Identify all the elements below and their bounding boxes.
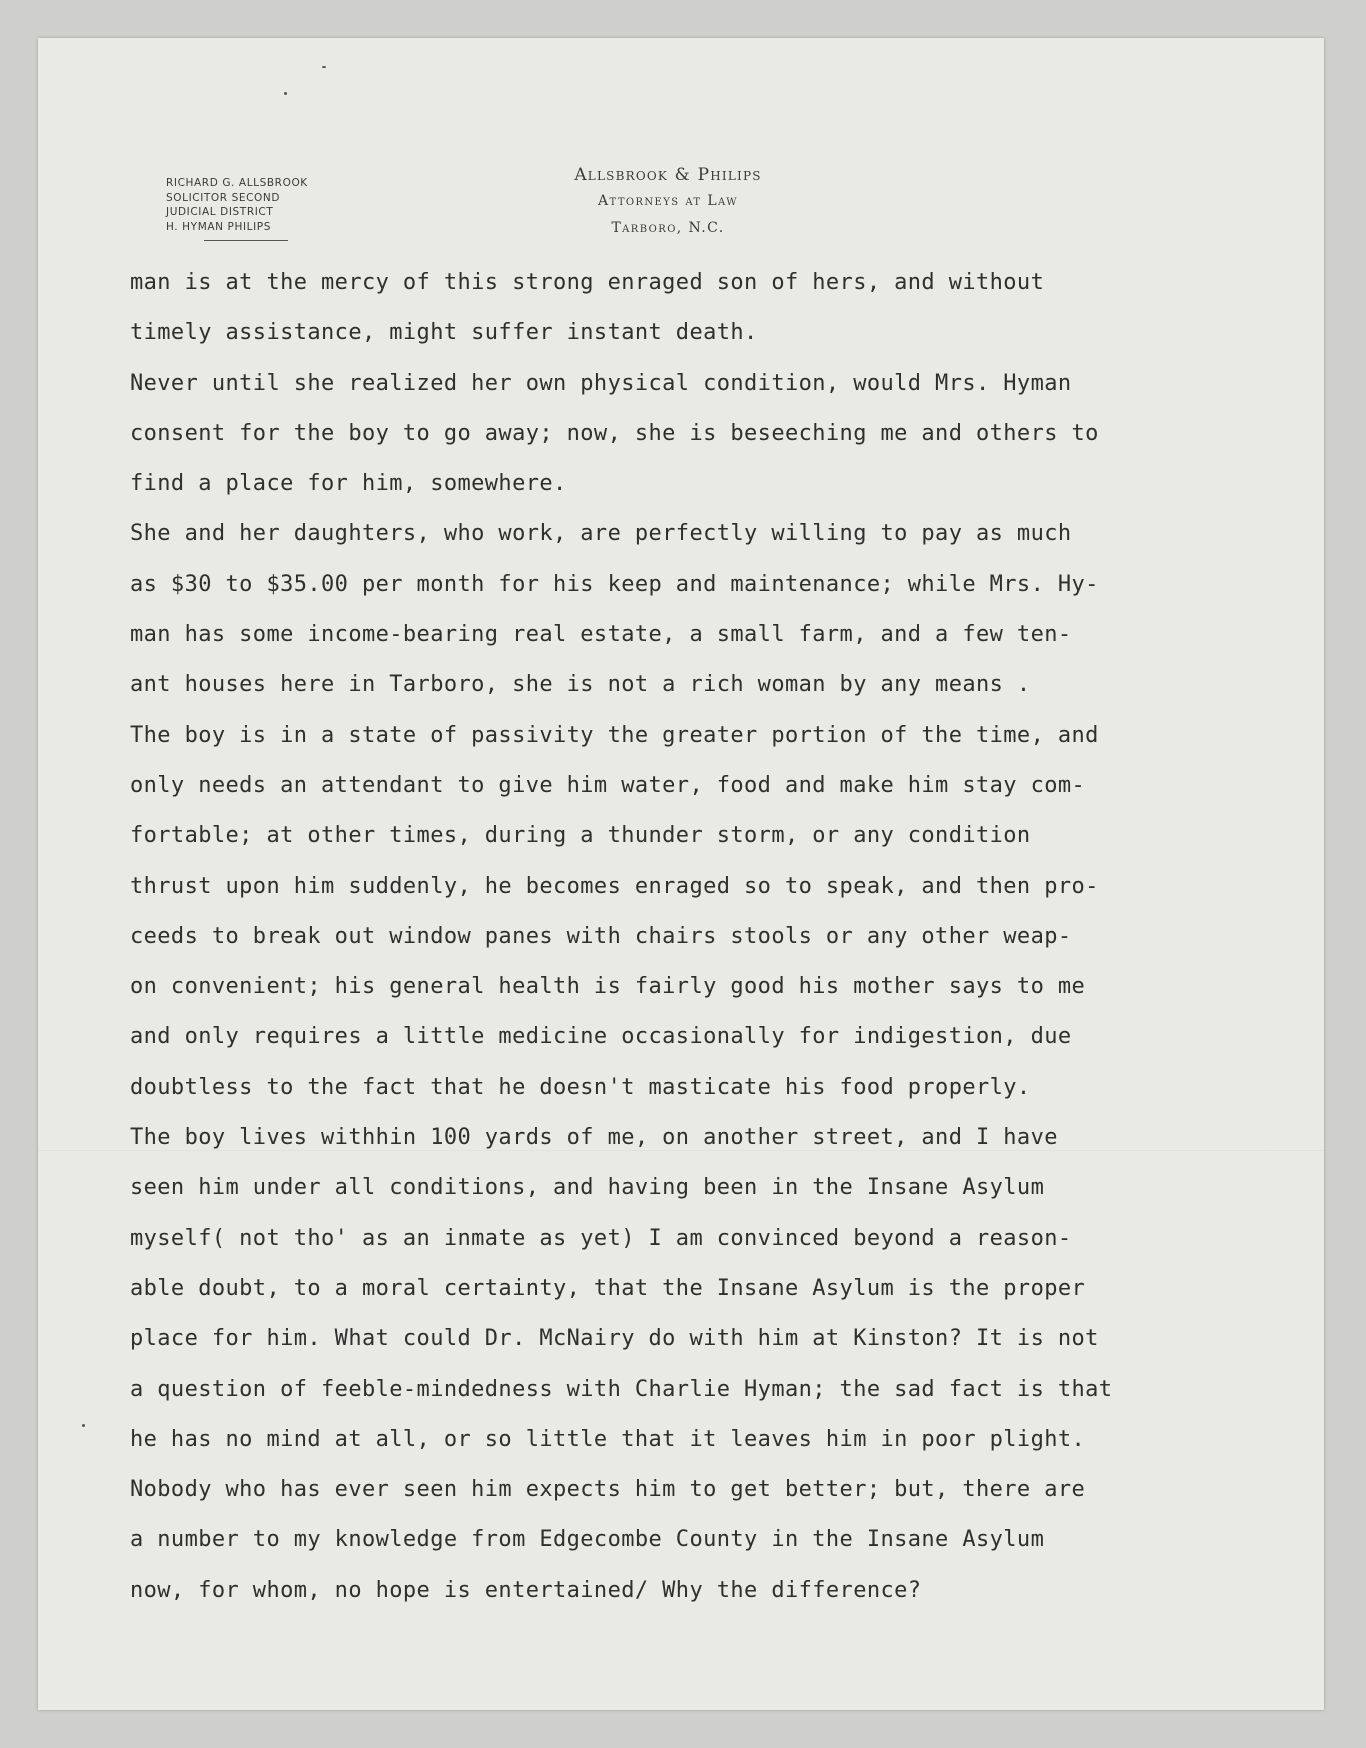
letterhead-firm — [468, 162, 868, 242]
partner-title: SOLICITOR SECOND — [166, 191, 281, 204]
body-line: ant houses here in Tarboro, she is not a rich woman by any means . — [130, 672, 1031, 698]
firm-location: Tarboro, N.C. — [611, 220, 725, 236]
firm-name: Allsbrook & Philips — [574, 165, 762, 185]
body-line: man is at the mercy of this strong enraged son of hers, and without — [130, 270, 1045, 295]
body-line: as $30 to $35.00 per month for his keep and maintenance; while Mrs. Hy- — [130, 571, 1099, 597]
body-line: only needs an attendant to give him water, food and make him stay com- — [130, 772, 1086, 798]
body-line: She and her daughters, who work, are perfectly willing to pay as much — [130, 521, 1072, 547]
body-line: timely assistance, might suffer instant death. — [130, 320, 758, 346]
body-line: thrust upon him suddenly, he becomes enraged so to speak, and then pro- — [130, 873, 1099, 899]
ink-speck — [322, 66, 326, 68]
letterhead-rule — [204, 240, 288, 241]
body-line: fortable; at other times, during a thunder storm, or any condition — [130, 823, 1031, 849]
body-line: now, for whom, no hope is entertained/ Why the difference? — [130, 1577, 922, 1603]
body-line: on convenient; his general health is fairly good his mother says to me — [130, 974, 1086, 1000]
partner-name-2: H. HYMAN PHILIPS — [166, 220, 271, 233]
body-line: and only requires a little medicine occasionally for indigestion, due — [130, 1024, 1072, 1050]
body-line: The boy is in a state of passivity the greater portion of the time, and — [130, 722, 1099, 748]
body-line: consent for the boy to go away; now, she is beseeching me and others to — [130, 420, 1099, 446]
body-line: myself( not tho' as an inmate as yet) I am convinced beyond a reason- — [130, 1225, 1072, 1251]
body-line: find a place for him, somewhere. — [130, 471, 567, 497]
body-line: a question of feeble-mindedness with Charlie Hyman; the sad fact is that — [130, 1376, 1113, 1402]
body-line: Nobody who has ever seen him expects him to get better; but, there are — [130, 1477, 1086, 1503]
body-line: place for him. What could Dr. McNairy do with him at Kinston? It is not — [130, 1326, 1099, 1352]
body-line: seen him under all conditions, and having been in the Insane Asylum — [130, 1175, 1045, 1201]
body-line: ceeds to break out window panes with chairs stools or any other weap- — [130, 923, 1072, 949]
ink-speck — [284, 92, 287, 95]
body-line: Never until she realized her own physical condition, would Mrs. Hyman — [130, 370, 1072, 396]
body-line: man has some income-bearing real estate, a small farm, and a few ten- — [130, 622, 1072, 648]
body-line: able doubt, to a moral certainty, that the Insane Asylum is the proper — [130, 1275, 1086, 1301]
letterhead-partners — [166, 176, 308, 241]
body-line: doubtless to the fact that he doesn't masticate his food properly. — [130, 1074, 1031, 1100]
ink-speck — [82, 1424, 85, 1427]
firm-profession: Attorneys at Law — [598, 193, 738, 209]
partner-district: JUDICIAL DISTRICT — [166, 206, 274, 218]
partner-name: RICHARD G. ALLSBROOK — [166, 177, 308, 189]
body-line: The boy lives withhin 100 yards of me, on another street, and I have — [130, 1125, 1058, 1151]
body-line: a number to my knowledge from Edgecombe County in the Insane Asylum — [130, 1527, 1045, 1553]
body-line: he has no mind at all, or so little that it leaves him in poor plight. — [130, 1426, 1086, 1452]
letter-body — [130, 258, 1240, 1616]
